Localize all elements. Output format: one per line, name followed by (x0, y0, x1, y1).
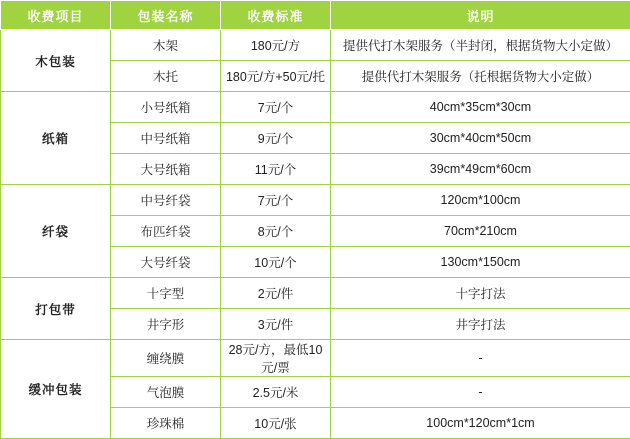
category-cell: 缓冲包装 (1, 340, 111, 439)
price-cell: 10元/张 (221, 408, 331, 439)
package-name-cell: 缠绕膜 (111, 340, 221, 377)
column-header-description: 说明 (331, 1, 630, 30)
description-cell: 100cm*120cm*1cm (331, 408, 630, 439)
description-cell: 40cm*35cm*30cm (331, 92, 630, 123)
category-cell: 纸箱 (1, 92, 111, 185)
category-cell: 纤袋 (1, 185, 111, 278)
description-cell: 70cm*210cm (331, 216, 630, 247)
description-cell: 130cm*150cm (331, 247, 630, 278)
description-cell: - (331, 340, 630, 377)
price-cell: 11元/个 (221, 154, 331, 185)
table-header-row (1, 1, 630, 30)
table-row (1, 185, 630, 216)
table-row (1, 92, 630, 123)
description-cell: 井字打法 (331, 309, 630, 340)
package-name-cell: 十字型 (111, 278, 221, 309)
description-cell: 提供代打木架服务（半封闭，根据货物大小定做） (331, 30, 630, 61)
package-name-cell: 小号纸箱 (111, 92, 221, 123)
price-cell: 8元/个 (221, 216, 331, 247)
table-body (1, 30, 630, 439)
price-cell: 9元/个 (221, 123, 331, 154)
column-header-item: 收费项目 (1, 1, 111, 30)
package-name-cell: 木托 (111, 61, 221, 92)
package-name-cell: 大号纸箱 (111, 154, 221, 185)
description-cell: 30cm*40cm*50cm (331, 123, 630, 154)
description-cell: 十字打法 (331, 278, 630, 309)
column-header-price: 收费标准 (221, 1, 331, 30)
price-cell: 3元/件 (221, 309, 331, 340)
price-cell: 180元/方+50元/托 (221, 61, 331, 92)
category-cell: 打包带 (1, 278, 111, 340)
package-name-cell: 布匹纤袋 (111, 216, 221, 247)
description-cell: 39cm*49cm*60cm (331, 154, 630, 185)
column-header-package-name: 包装名称 (111, 1, 221, 30)
price-cell: 2.5元/米 (221, 377, 331, 408)
category-cell: 木包装 (1, 30, 111, 92)
price-cell: 10元/个 (221, 247, 331, 278)
price-cell: 2元/件 (221, 278, 331, 309)
table-row (1, 278, 630, 309)
package-name-cell: 井字形 (111, 309, 221, 340)
package-name-cell: 珍珠棉 (111, 408, 221, 439)
description-cell: 120cm*100cm (331, 185, 630, 216)
package-name-cell: 大号纤袋 (111, 247, 221, 278)
table-row (1, 30, 630, 61)
price-cell: 180元/方 (221, 30, 331, 61)
table-row (1, 340, 630, 377)
package-name-cell: 中号纸箱 (111, 123, 221, 154)
package-name-cell: 木架 (111, 30, 221, 61)
description-cell: - (331, 377, 630, 408)
description-cell: 提供代打木架服务（托根据货物大小定做） (331, 61, 630, 92)
price-cell: 28元/方，最低10元/票 (221, 340, 331, 377)
package-name-cell: 中号纤袋 (111, 185, 221, 216)
price-cell: 7元/个 (221, 185, 331, 216)
package-name-cell: 气泡膜 (111, 377, 221, 408)
price-cell: 7元/个 (221, 92, 331, 123)
